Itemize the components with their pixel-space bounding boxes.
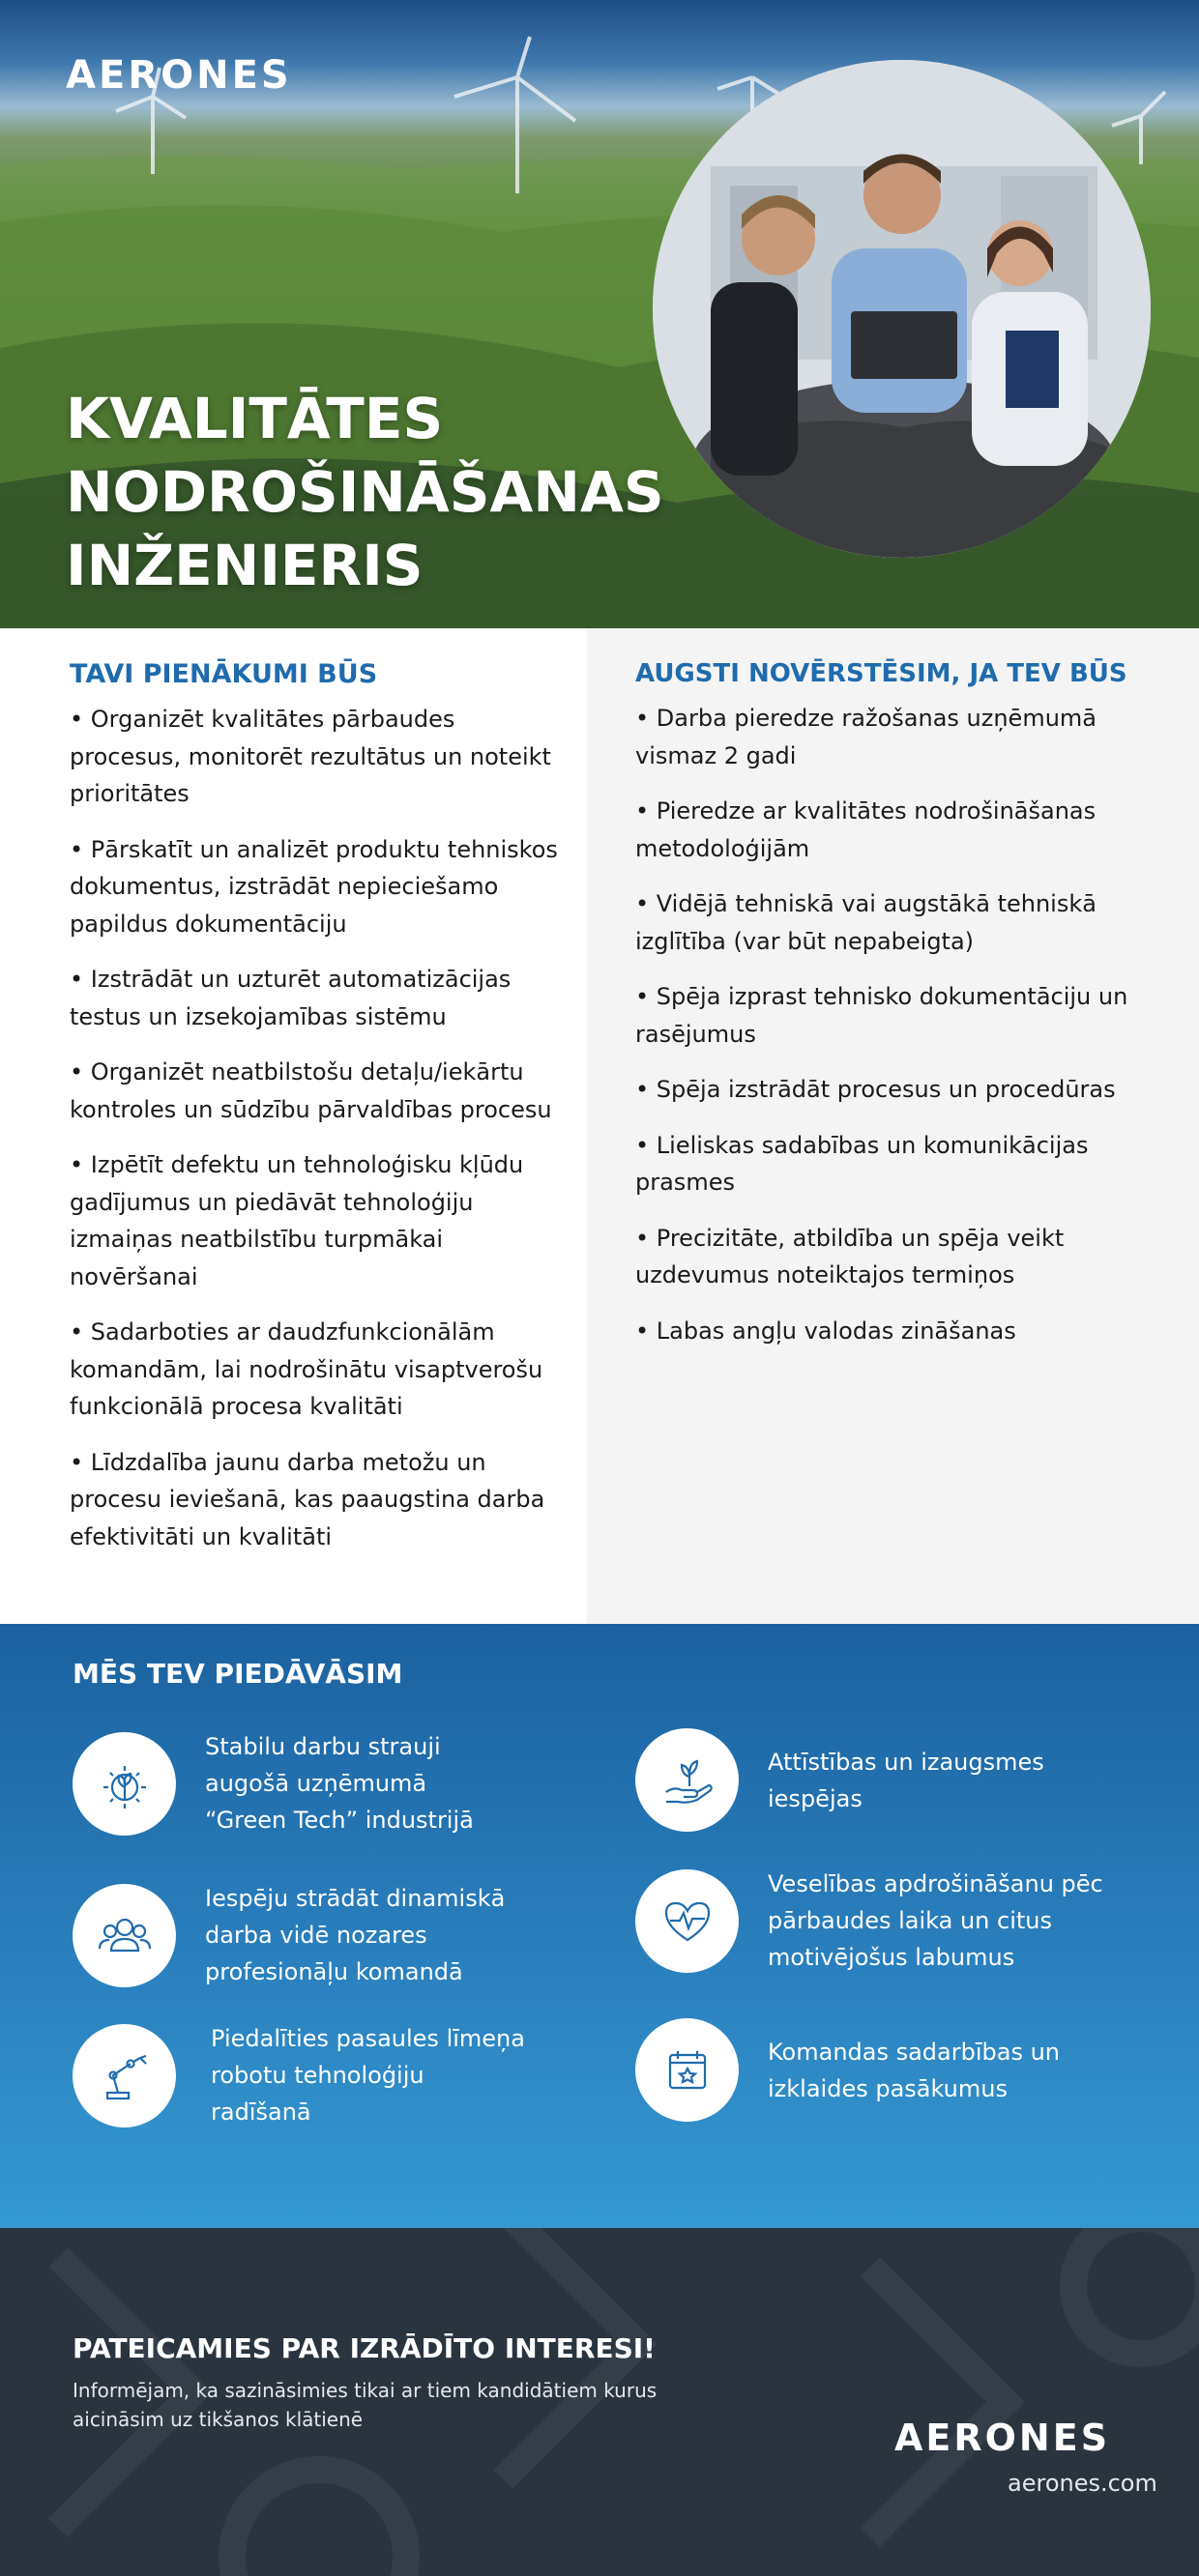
plant-gear-icon (73, 1732, 176, 1836)
list-item: • Pārskatīt un analizēt produktu tehniskos dokumentus, izstrādāt nepieciešamo papildus dokumentāciju (70, 835, 558, 938)
list-item: • Spēja izprast tehnisko dokumentāciju un rasējumus (635, 983, 1128, 1048)
list-item: • Izpētīt defektu un tehnoloģisku kļūdu gadījumus un piedāvāt tehnoloģiju izmaiņas neatbilstību turpmākai novēršanai (70, 1151, 524, 1290)
list-item: • Lieliskas sadabības un komunikācijas prasmes (635, 1131, 1089, 1196)
robot-arm-icon (73, 2024, 176, 2127)
benefits-section (0, 1624, 1199, 2228)
benefit-item (635, 2018, 1087, 2122)
responsibilities-heading: TAVI PIENĀKUMI BŪS (70, 659, 378, 689)
list-item: • Darba pieredze ražošanas uzņēmumā vismaz 2 gadi (635, 705, 1097, 769)
benefit-text: Attīstības un izaugsmes iespējas (768, 1748, 1044, 1812)
thank-you-heading: PATEICAMIES PAR IZRĀDĪTO INTERESI! (73, 2332, 656, 2364)
team-icon (73, 1884, 176, 1987)
list-item: • Līdzdalība jaunu darba metožu un procesu ieviešanā, kas paaugstina darba efektivitāti un kvalitāti (70, 1448, 545, 1550)
requirements-list (635, 700, 1177, 1349)
benefit-text: Piedalīties pasaules līmeņa robotu tehnoloģiju radīšanā (211, 2025, 525, 2126)
footer-note: Informējam, ka sazināsimies tikai ar tiem kandidātiem kurus aicināsim uz tikšanos klātienē (73, 2379, 658, 2431)
list-item: • Precizitāte, atbildība un spēja veikt uzdevumus noteiktajos termiņos (635, 1224, 1065, 1288)
team-photo (653, 60, 1151, 558)
requirements-section (587, 628, 1199, 1624)
benefit-text: Veselības apdrošināšanu pēc pārbaudes laika un citus motivējošus labumus (768, 1870, 1103, 1971)
calendar-star-icon (635, 2018, 739, 2122)
website-link[interactable]: aerones.com (1008, 2470, 1157, 2497)
list-item: • Izstrādāt un uzturēt automatizācijas testus un izsekojamības sistēmu (70, 966, 512, 1030)
responsibilities-list (70, 701, 572, 1555)
job-title-line-3: INŽENIERIS (66, 533, 424, 598)
list-item: • Organizēt kvalitātes pārbaudes procesus, monitorēt rezultātus un noteikt prioritātes (70, 706, 551, 807)
job-title (66, 382, 685, 602)
list-item: • Vidējā tehniskā vai augstākā tehniskā izglītība (var būt nepabeigta) (635, 890, 1097, 955)
company-logo: AERONES (66, 53, 292, 98)
responsibilities-section (0, 628, 587, 1624)
list-item: • Pieredze ar kvalitātes nodrošināšanas metodoloģijām (635, 797, 1097, 862)
list-item: • Labas angļu valodas zināšanas (635, 1317, 1016, 1345)
job-title-line-1: KVALITĀTES (66, 386, 444, 451)
company-logo: AERONES (894, 2417, 1111, 2459)
hero-banner (0, 0, 1199, 628)
job-title-line-2: NODROŠINĀŠANAS (66, 459, 664, 525)
requirements-heading: AUGSTI NOVĒRSTĒSIM, JA TEV BŪS (635, 659, 1127, 688)
benefit-item (635, 1728, 1087, 1832)
benefit-item (73, 1728, 495, 1838)
footer (0, 2228, 1199, 2576)
benefit-text: Stabilu darbu strauji augošā uzņēmumā “Green Tech” industrijā (205, 1733, 474, 1834)
benefit-text: Iespēju strādāt dinamiskā darba vidē nozares profesionāļu komandā (205, 1885, 506, 1985)
list-item: • Spēja izstrādāt procesus un procedūras (635, 1076, 1116, 1103)
benefit-item (73, 1880, 524, 1990)
benefits-heading: MĒS TEV PIEDĀVĀSIM (73, 1658, 403, 1690)
benefit-text: Komandas sadarbības un izklaides pasākumus (768, 2038, 1061, 2102)
hand-sprout-icon (635, 1728, 739, 1832)
benefit-item (635, 1866, 1155, 1976)
list-item: • Sadarboties ar daudzfunkcionālām komandām, lai nodrošinātu visaptverošu funkcionālā procesa kvalitāti (70, 1318, 543, 1420)
list-item: • Organizēt neatbilstošu detaļu/iekārtu kontroles un sūdzību pārvaldības procesu (70, 1058, 552, 1123)
benefit-item (73, 2020, 530, 2130)
heart-pulse-icon (635, 1869, 739, 1973)
